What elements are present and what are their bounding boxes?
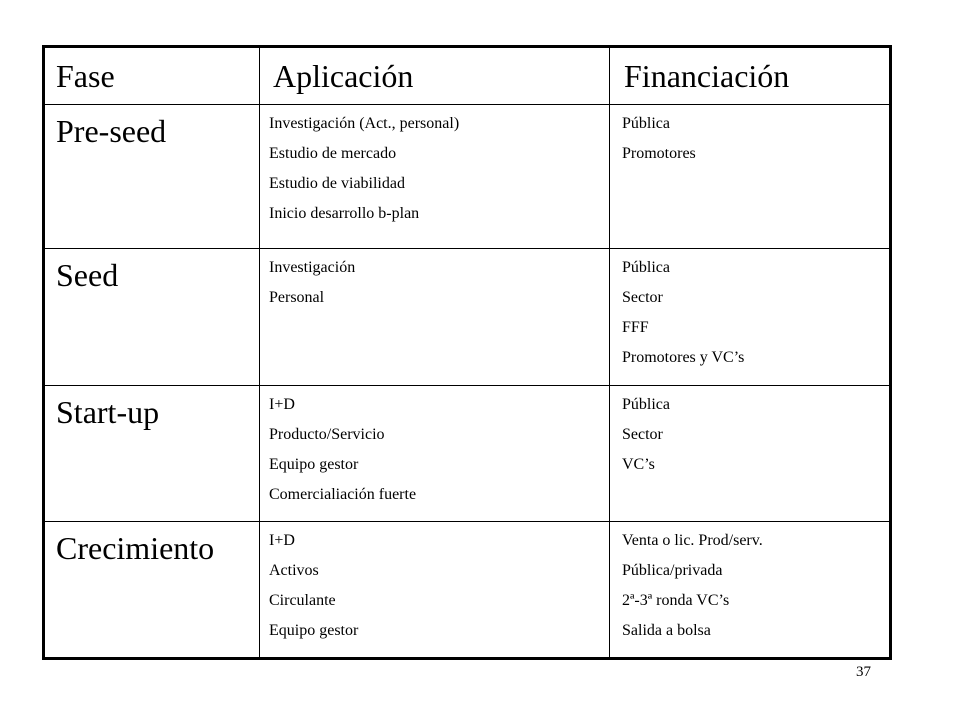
aplicacion-list bbox=[269, 526, 609, 646]
list-item: FFF bbox=[622, 319, 649, 336]
list-item: Equipo gestor bbox=[269, 622, 359, 639]
header-financiacion: Financiación bbox=[610, 47, 891, 105]
aplicacion-cell bbox=[260, 105, 610, 249]
list-item: Estudio de mercado bbox=[269, 145, 397, 162]
aplicacion-cell bbox=[260, 249, 610, 386]
list-item: Promotores bbox=[622, 145, 696, 162]
phase-name: Seed bbox=[44, 249, 260, 386]
financiacion-cell bbox=[610, 386, 891, 522]
list-item: Pública bbox=[622, 259, 670, 276]
financiacion-list bbox=[622, 526, 889, 646]
financiacion-list bbox=[622, 390, 889, 480]
header-row bbox=[44, 47, 891, 105]
financiacion-list bbox=[622, 109, 889, 169]
list-item: Pública/privada bbox=[622, 562, 723, 579]
list-item: Sector bbox=[622, 426, 663, 443]
aplicacion-cell bbox=[260, 522, 610, 659]
table-row bbox=[44, 522, 891, 659]
list-item: VC’s bbox=[622, 456, 655, 473]
list-item: I+D bbox=[269, 532, 295, 549]
aplicacion-list bbox=[269, 390, 609, 510]
phase-name: Pre-seed bbox=[44, 105, 260, 249]
list-item: I+D bbox=[269, 396, 295, 413]
header-fase: Fase bbox=[44, 47, 260, 105]
table-row bbox=[44, 105, 891, 249]
list-item: Promotores y VC’s bbox=[622, 349, 745, 366]
list-item: Investigación bbox=[269, 259, 356, 276]
aplicacion-list bbox=[269, 253, 609, 313]
list-item: Producto/Servicio bbox=[269, 426, 385, 443]
list-item: Inicio desarrollo b-plan bbox=[269, 205, 420, 222]
list-item: Personal bbox=[269, 289, 325, 306]
list-item: Estudio de viabilidad bbox=[269, 175, 405, 192]
table-row bbox=[44, 386, 891, 522]
phase-name: Start-up bbox=[44, 386, 260, 522]
list-item: Comercialiación fuerte bbox=[269, 486, 417, 503]
list-item: Activos bbox=[269, 562, 319, 579]
header-aplicacion: Aplicación bbox=[260, 47, 610, 105]
aplicacion-list bbox=[269, 109, 609, 229]
financiacion-list bbox=[622, 253, 889, 373]
list-item: Pública bbox=[622, 115, 670, 132]
list-item: Equipo gestor bbox=[269, 456, 359, 473]
list-item: Sector bbox=[622, 289, 663, 306]
aplicacion-cell bbox=[260, 386, 610, 522]
list-item: Venta o lic. Prod/serv. bbox=[622, 532, 763, 549]
phase-name: Crecimiento bbox=[44, 522, 260, 659]
list-item: Salida a bolsa bbox=[622, 622, 711, 639]
list-item: 2ª-3ª ronda VC’s bbox=[622, 592, 730, 609]
page-number: 37 bbox=[856, 664, 871, 680]
list-item: Investigación (Act., personal) bbox=[269, 115, 460, 132]
list-item: Circulante bbox=[269, 592, 336, 609]
list-item: Pública bbox=[622, 396, 670, 413]
financiacion-cell bbox=[610, 249, 891, 386]
financiacion-cell bbox=[610, 105, 891, 249]
phases-table bbox=[42, 45, 892, 660]
table-row bbox=[44, 249, 891, 386]
financiacion-cell bbox=[610, 522, 891, 659]
